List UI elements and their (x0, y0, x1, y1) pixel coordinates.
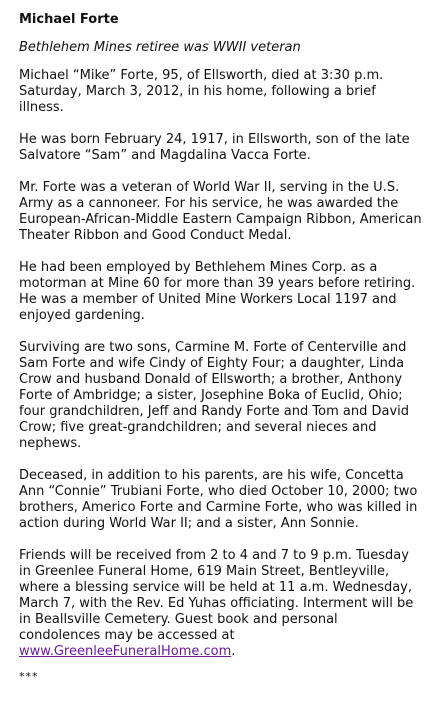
paragraph-birth: He was born February 24, 1917, in Ellsworth, son of the late Salvatore “Sam” and Magdalina Vacca Forte. (19, 132, 410, 163)
obituary-name: Michael Forte (19, 12, 119, 27)
paragraph-deceased: Deceased, in addition to his parents, are his wife, Concetta Ann “Connie” Trubiani Forte, who died October 10, 2000; two brothers, Americo Forte and Carmine Forte, who was killed in action during World War II; and a sister, Ann Sonnie. (19, 468, 418, 531)
paragraph-death-notice: Michael “Mike” Forte, 95, of Ellsworth, died at 3:30 p.m. Saturday, March 3, 2012, in his home, following a brief illness. (19, 68, 384, 115)
obituary-headline: Bethlehem Mines retiree was WWII veteran (19, 40, 301, 55)
services-text: Friends will be received from 2 to 4 and 7 to 9 p.m. Tuesday in Greenlee Funeral Home, 619 Main Street, Bentleyville, where a blessing service will be held at 11 a.m. Wednesday, March 7, with the Rev. Ed Yuhas officiating. Interment will be in Beallsville Cemetery. Guest book and personal condolences may be accessed at (19, 548, 414, 643)
paragraph-services (19, 548, 423, 660)
paragraph-survivors: Surviving are two sons, Carmine M. Forte of Centerville and Sam Forte and wife Cindy of Eighty Four; a daughter, Linda Crow and husband Donald of Ellsworth; a brother, Anthony Forte of Ambridge; a sister, Josephine Boka of Euclid, Ohio; four grandchildren, Jeff and Randy Forte and Tom and David Crow; five great-grandchildren; and several nieces and nephews. (19, 340, 409, 451)
paragraph-employment: He had been employed by Bethlehem Mines Corp. as a motorman at Mine 60 for more than 39 years before retiring. He was a member of United Mine Workers Local 1197 and enjoyed gardening. (19, 260, 416, 323)
funeral-home-link[interactable]: www.GreenleeFuneralHome.com (19, 644, 232, 659)
services-suffix: . (231, 644, 236, 659)
paragraph-military-service: Mr. Forte was a veteran of World War II, serving in the U.S. Army as a cannoneer. For his service, he was awarded the European-African-Middle Eastern Campaign Ribbon, American Theater Ribbon and Good Conduct Medal. (19, 180, 422, 243)
end-mark: *** (19, 670, 39, 683)
